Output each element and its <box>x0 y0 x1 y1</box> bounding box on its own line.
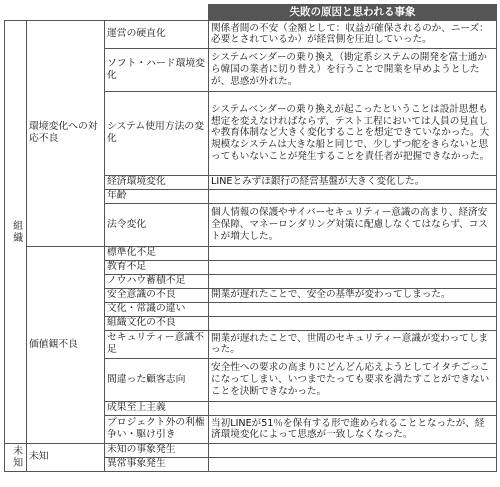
cause-description: システムベンダーの乗り換えが起こったということは設計思想も想定を変えなければならず、テスト工程においては人員の見直しや教育体制など大きく変化することを想定できていなかった。大規模なシステムは大きな船と同じで、少しずつ舵をきらないと思ってもいないことが発生することを責任者が把握できなかった。 <box>209 91 497 175</box>
cause-label: 間違った顧客志向 <box>105 358 209 401</box>
cause-description <box>209 457 497 471</box>
category-org-cell <box>5 20 27 443</box>
table-row <box>5 20 497 48</box>
cause-description: 安全性への要求の高まりにどんどん応えようとしてイタチごっこになってしまい、いつまでたっても要求を満たすことができないことを決断できなかった。 <box>209 358 497 401</box>
cause-description: LINEとみずほ銀行の経営基盤が大きく変化した。 <box>209 175 497 189</box>
cause-label: 未知の事象発生 <box>105 443 209 457</box>
cause-label: 運営の硬直化 <box>105 20 209 48</box>
table-header-row <box>5 5 497 21</box>
subcategory-env-cell: 環境変化への対応不良 <box>27 20 105 246</box>
header-blank-cell <box>5 5 209 21</box>
cause-label: 年齢 <box>105 189 209 203</box>
cause-label: 教育不足 <box>105 260 209 274</box>
cause-label: ソフト・ハード環境変化 <box>105 48 209 91</box>
table-row <box>5 246 497 260</box>
cause-label: システム使用方法の変化 <box>105 91 209 175</box>
cause-label: 組織文化の不良 <box>105 316 209 330</box>
cause-description <box>209 260 497 274</box>
table-row <box>5 443 497 457</box>
cause-description <box>209 274 497 288</box>
failure-cause-table <box>4 4 497 472</box>
cause-label: 安全意識の不良 <box>105 288 209 302</box>
cause-label: 異常事象発生 <box>105 457 209 471</box>
cause-description: 個人情報の保護やサイバーセキュリティー意識の高まり、経済安全保障、マネーロンダリング対策に配慮しなくてはならず、コストが増大した。 <box>209 203 497 246</box>
cause-label: 法令変化 <box>105 203 209 246</box>
cause-description <box>209 443 497 457</box>
cause-description <box>209 401 497 415</box>
cause-description: 開業が遅れたことで、安全の基準が変わってしまった。 <box>209 288 497 302</box>
cause-description <box>209 302 497 316</box>
cause-label: 標準化不足 <box>105 246 209 260</box>
cause-description: 関係者間の不安（金額として：収益が確保されるのか、ニーズ：必要とされているか）が経営側を圧迫していった。 <box>209 20 497 48</box>
subcategory-unknown-cell: 未知 <box>27 443 105 471</box>
cause-label: 文化・常識の違い <box>105 302 209 316</box>
category-unknown-label: 未知 <box>10 445 22 470</box>
cause-label: ノウハウ蓄積不足 <box>105 274 209 288</box>
cause-description <box>209 316 497 330</box>
cause-label: 成果至上主義 <box>105 401 209 415</box>
cause-description: 当初LINEが51％を保有する形で進められることとなったが、経済環境変化によって思惑が一致しなくなった。 <box>209 415 497 443</box>
table-header-title: 失敗の原因と思われる事象 <box>209 5 497 21</box>
cause-description <box>209 189 497 203</box>
category-org-label: 組織 <box>10 219 22 244</box>
cause-description: 開業が遅れたことで、世間のセキュリティー意識が変わってしまった。 <box>209 330 497 358</box>
cause-label: プロジェクト外の利権争い・駆け引き <box>105 415 209 443</box>
cause-label: 経済環境変化 <box>105 175 209 189</box>
cause-description <box>209 246 497 260</box>
cause-label: セキュリティー意識不足 <box>105 330 209 358</box>
cause-description: システムベンダーの乗り換え（勘定系システムの開発を富士通から韓国の業者に切り替え）を行うことで開業を早めようとしたが、思惑が外れた。 <box>209 48 497 91</box>
subcategory-values-cell: 価値観不良 <box>27 246 105 443</box>
category-unknown-cell <box>5 443 27 471</box>
